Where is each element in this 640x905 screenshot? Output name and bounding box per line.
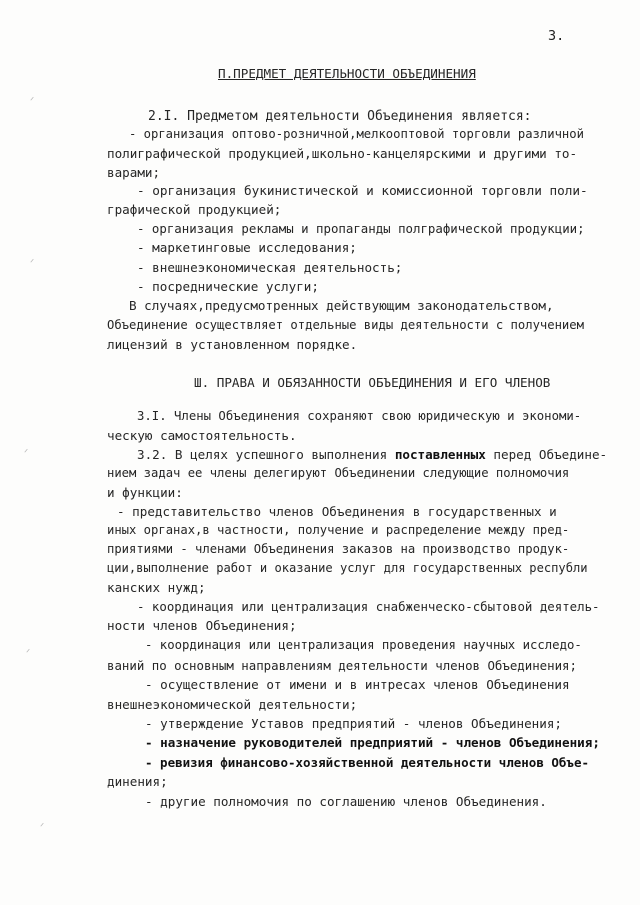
paragraph-line: ваний по основным направлениям деятельности членов Объединения; bbox=[107, 658, 577, 673]
paragraph-text: - ревизия финансово-хозяйственной деятельности членов Объе- bbox=[145, 755, 590, 770]
paragraph-line bbox=[145, 755, 589, 770]
paragraph-line: - организация оптово-розничной,мелкооптовой торговли различной bbox=[129, 127, 584, 141]
paragraph-line: варами; bbox=[107, 165, 161, 180]
paragraph-line: нием задач ее члены делегируют Объединении следующие полномочия bbox=[107, 466, 570, 480]
paragraph-line: - организация букинистической и комиссионной торговли поли- bbox=[137, 183, 588, 198]
paragraph-line: лицензий в установленном порядке. bbox=[107, 337, 358, 352]
paragraph-text: 3.2. В целях успешного выполнения bbox=[137, 447, 388, 462]
paragraph-line: ции,выполнение работ и оказание услуг для государственных республи bbox=[107, 561, 588, 575]
paragraph-line: - посреднические услуги; bbox=[137, 279, 319, 294]
paragraph-line: и функции: bbox=[107, 485, 183, 500]
paragraph-line: - координация или централизация проведения научных исследо- bbox=[145, 638, 582, 652]
paragraph-line: - назначение руководителей предприятий - членов Объединения; bbox=[145, 735, 600, 750]
paragraph-line: ческую самостоятельность. bbox=[107, 428, 297, 443]
paragraph-line: - осуществление от имени и в интресах членов Объединения bbox=[145, 677, 570, 692]
emphasized-word: поставленных bbox=[394, 447, 486, 462]
paragraph-line: 2.I. Предметом деятельности Объединения является: bbox=[148, 109, 532, 124]
scan-speck: ᐟ bbox=[30, 96, 35, 107]
paragraph-line: канских нужд; bbox=[107, 580, 206, 595]
scan-speck: ᐟ bbox=[26, 648, 31, 659]
paragraph-line: - координация или централизация снабженческо-сбытовой деятель- bbox=[137, 599, 600, 614]
scan-speck: ᐟ bbox=[24, 448, 29, 459]
paragraph-line: иных органах,в частности, получение и распределение между пред- bbox=[107, 523, 570, 537]
paragraph-line: полиграфической продукцией,школьно-канцелярскими и другими то- bbox=[107, 146, 578, 161]
paragraph-line: ности членов Объединения; bbox=[107, 618, 297, 633]
paragraph-line: - другие полномочия по соглашению членов Объединения. bbox=[145, 794, 547, 809]
paragraph-line: - представительство членов Объединения в государственных и bbox=[117, 504, 557, 519]
paragraph-line: - внешнеэкономическая деятельность; bbox=[137, 260, 403, 275]
scan-speck: ᐟ bbox=[30, 258, 35, 269]
paragraph-line: - маркетинговые исследования; bbox=[137, 240, 357, 255]
paragraph-line: - утверждение Уставов предприятий - членов Объединения; bbox=[145, 716, 563, 731]
paragraph-text: перед Объедине- bbox=[493, 447, 608, 462]
paragraph-line: Объединение осуществляет отдельные виды деятельности с получением bbox=[107, 318, 584, 332]
paragraph-line: - организация рекламы и пропаганды полграфической продукции; bbox=[137, 221, 585, 236]
paragraph-line: внешнеэкономической деятельности; bbox=[107, 697, 358, 712]
section-heading-2: П.ПРЕДМЕТ ДЕЯТЕЛЬНОСТИ ОБЪЕДИНЕНИЯ bbox=[218, 66, 476, 81]
scan-speck: ᐟ bbox=[40, 822, 45, 833]
paragraph-line: В случаях,предусмотренных действующим законодательством, bbox=[129, 298, 554, 313]
paragraph-line bbox=[137, 447, 607, 462]
page-number: 3. bbox=[548, 28, 565, 44]
paragraph-line: 3.I. Члены Объединения сохраняют свою юридическую и экономи- bbox=[137, 409, 582, 423]
section-heading-3: Ш. ПРАВА И ОБЯЗАННОСТИ ОБЪЕДИНЕНИЯ И ЕГО ЧЛЕНОВ bbox=[194, 375, 551, 390]
paragraph-line: приятиями - членами Объединения заказов на производство продук- bbox=[107, 542, 570, 556]
paragraph-line: графической продукцией; bbox=[107, 202, 282, 217]
paragraph-line: динения; bbox=[107, 774, 168, 789]
